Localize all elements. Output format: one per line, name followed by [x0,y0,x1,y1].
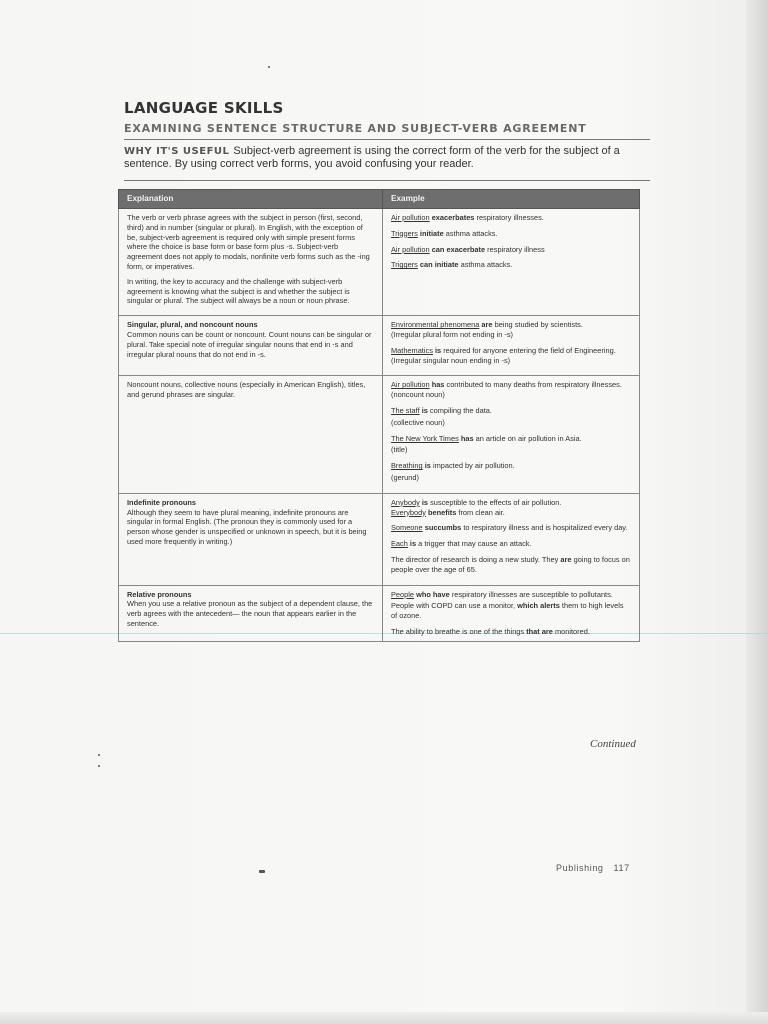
why-rule [124,180,650,181]
example-line: The ability to breathe is one of the things that are monitored. [391,626,590,636]
why-label: WHY IT'S USEFUL [124,146,230,157]
table-row [119,585,640,641]
explanation-text: Common nouns can be count or noncount. Count nouns can be singular or plural. Take special note of irregular singular nouns that end in -s and irregular plural nouns that do not end in -s. [127,329,372,359]
example-line: People who have respiratory illnesses are susceptible to pollutants. [391,589,613,599]
example-line: Each is a trigger that may cause an attack. [391,539,532,549]
grammar-table [118,189,640,642]
explanation-text: In writing, the key to accuracy and the challenge with subject-verb agreement is knowing what the subject is and whether the subject is singular or plural. The subject will always be a noun or noun phrase. [127,276,350,306]
explanation-text: The verb or verb phrase agrees with the subject in person (first, second, third) and in number (singular or plural). In English, with the exception of be, subject-verb agreement is required only with simple present forms where the choice is base form or base form plus -s. Subject-verb agreement does not apply to modals, nonfinite verb forms such as the -ing form, or imperatives. [127,213,370,271]
row-heading: Relative pronouns [127,589,192,599]
table-row [119,209,640,316]
page-number: 117 [613,863,630,873]
explanation-text: Noncount nouns, collective nouns (especially in American English), titles, and gerund phrases are singular. [127,380,366,400]
example-line: Everybody benefits from clean air. [391,507,505,517]
footer-section: Publishing [556,863,604,873]
example-line: Triggers can initiate asthma attacks. [391,260,513,270]
row-heading: Indefinite pronouns [127,497,196,507]
example-line: Mathematics is required for anyone entering the field of Engineering. (Irregular singular noun ending in -s) [391,345,616,365]
title-rule [124,139,650,140]
example-cell [383,376,640,493]
explanation-cell [119,493,383,585]
table-row [119,493,640,585]
example-cell [383,316,640,376]
explanation-cell [119,585,383,641]
scan-speck [98,754,100,756]
explanation-text: Although they seem to have plural meaning, indefinite pronouns are singular in formal English. (The pronoun they is commonly used for a person whose gender is unspecified or unknown in speech, but it is being used more frequently in writing.) [127,507,367,546]
example-line: The director of research is doing a new study. They are going to focus on people over the age of 65. [391,554,630,574]
example-line: Air pollution has contributed to many deaths from respiratory illnesses. (noncount noun) [391,380,622,400]
table-header-row [119,190,640,209]
section-subtitle: EXAMINING SENTENCE STRUCTURE AND SUBJECT-VERB AGREEMENT [124,122,587,135]
table-row [119,316,640,376]
page-shadow-right [746,0,768,1024]
example-line: Anybody is susceptible to the effects of air pollution. [391,497,562,507]
page-footer [556,863,630,873]
example-line: The New York Times has an article on air pollution in Asia. [391,433,582,443]
example-note: (gerund) [391,472,419,482]
explanation-cell [119,209,383,316]
why-text: Subject-verb agreement is using the correct form of the verb for the subject of a sentence. By using correct verb forms, you avoid confusing your reader. [124,145,620,170]
example-line: Triggers initiate asthma attacks. [391,228,498,238]
table-row [119,376,640,493]
scan-speck [268,66,270,68]
example-cell [383,585,640,641]
example-line: The staff is compiling the data. [391,405,492,415]
example-line: Air pollution can exacerbate respiratory illness [391,244,545,254]
example-line: Breathing is impacted by air pollution. [391,461,515,471]
why-its-useful [124,145,644,171]
example-line: Someone succumbs to respiratory illness and is hospitalized every day. [391,523,628,533]
example-line: People with COPD can use a monitor, which alerts them to high levels of ozone. [391,601,624,621]
example-cell [383,209,640,316]
page-shadow-bottom [0,1012,768,1024]
scan-speck [98,765,100,767]
example-line: Environmental phenomena are being studied by scientists. (Irregular plural form not ending in -s) [391,320,583,339]
explanation-cell [119,316,383,376]
example-line: Air pollution exacerbates respiratory illnesses. [391,213,544,222]
example-note: (collective noun) [391,417,445,427]
col-example: Example [383,190,640,209]
continued-label: Continued [590,738,636,750]
example-cell [383,493,640,585]
section-title: LANGUAGE SKILLS [124,99,284,117]
explanation-text: When you use a relative pronoun as the subject of a dependent clause, the verb agrees with the antecedent— the noun that appears earlier in the sentence. [127,599,373,628]
col-explanation: Explanation [119,190,383,209]
row-heading: Singular, plural, and noncount nouns [127,320,258,330]
example-note: (title) [391,445,408,455]
scan-speck [259,870,265,873]
explanation-cell [119,376,383,493]
